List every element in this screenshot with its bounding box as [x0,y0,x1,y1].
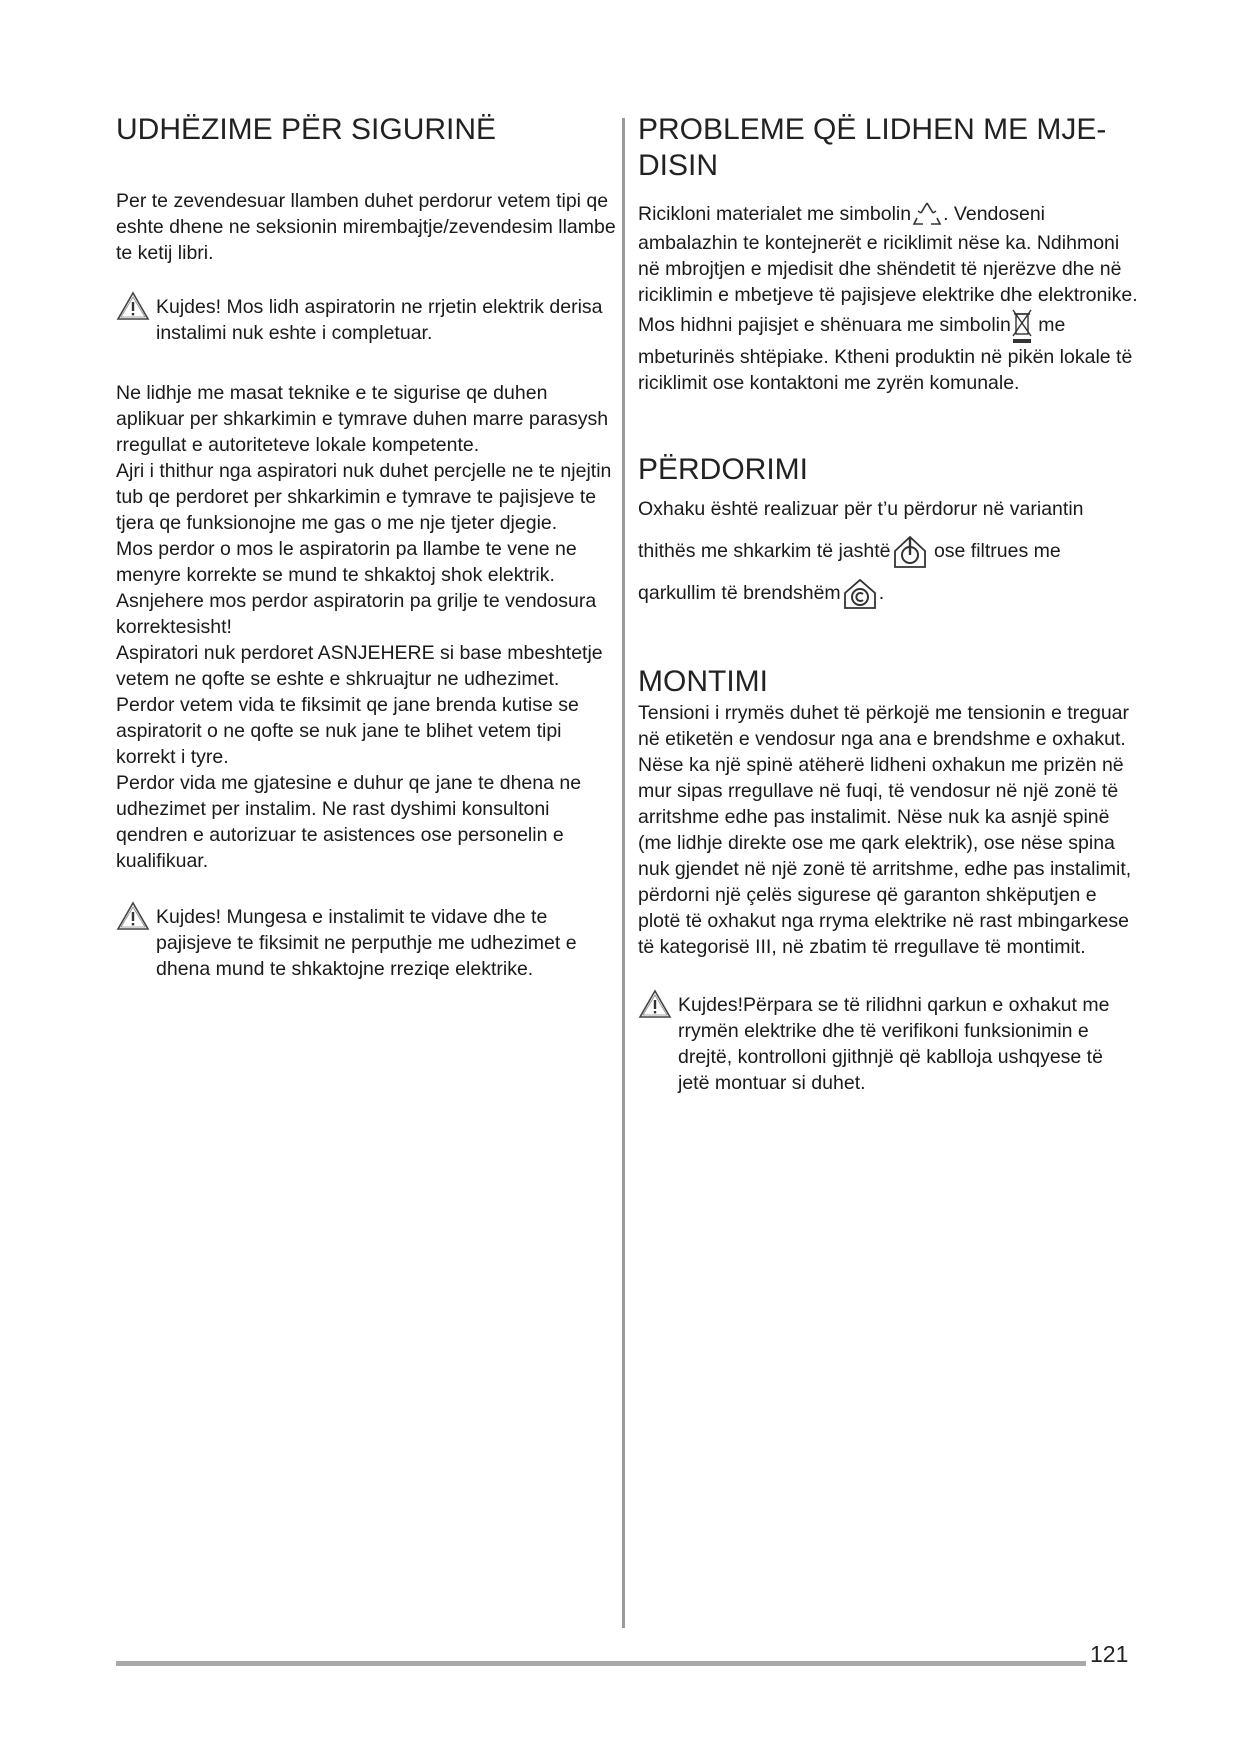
recycle-icon [911,200,943,230]
environment-title: PROBLEME QË LIDHEN ME MJE-DISIN [638,113,1107,182]
recirculation-mode-icon [841,577,879,611]
warning-triangle-icon [116,901,150,931]
warning-text: Kujdes!Përpara se të rilidhni qarkun e oxhakut me rrymën elektrike dhe të verifikoni funksionimin e drejtë, kontrolloni gjithnjë që kablloja ushqyese të jetë montuar si duhet. [678,994,1110,1094]
warning-note-power [638,992,1138,1096]
warning-triangle-icon [116,291,150,321]
grille-paragraph: Asnjehere mos perdor aspiratorin pa grilje te vendosura korrektesisht! [116,590,597,638]
page-number: 121 [1090,1641,1129,1667]
screws-paragraph: Perdor vetem vida te fiksimit qe jane brenda kutise se aspiratorit o ne qofte se nuk jane te blihet vetem tipi korrekt i tyre. [116,694,579,768]
warning-text: Kujdes! Mos lidh aspiratorin ne rrjetin elektrik derisa instalimi nuk eshte i completuar. [156,296,603,344]
warning-note-screws [116,904,616,982]
mounting-title: MONTIMI [638,665,768,698]
air-duct-paragraph: Ajri i thithur nga aspiratori nuk duhet percjelle ne te njejtin tub qe perdoret per shkarkimin e tymrave te pajisjeve te tjera qe funksionojne me gas o me nje tjeter djegie. [116,460,612,534]
column-divider [622,118,625,1628]
lamp-paragraph: Per te zevendesuar llamben duhet perdorur vetem tipi qe eshte dhene ne seksionin mirembajtje/zevendesim llambe te ketij libri. [116,190,616,264]
support-paragraph: Aspiratori nuk perdoret ASNJEHERE si base mbeshtetje vetem ne qofte se eshte e shkruajtur ne udhezimet. [116,642,603,690]
right-column [638,112,1138,1096]
environment-paragraph: Ricikloni materialet me simbolin . Vendoseni ambalazhin te kontejnerët e riciklimit nëse ka. Ndihmoni në mbrojtjen e mjedisit dhe shëndetit të njerëzve dhe në riciklimin e mbetjeve të pajisjeve elektrike dhe elektronike. Mos hidhni pajisjet e shënuara me simbolin me mbeturinës shtëpiake. Ktheni produktin në pikën lokale të riciklimit ose kontaktoni me zyrën komunale. [638,200,1138,396]
footer-rule [116,1661,1086,1666]
mounting-paragraph: Tensioni i rrymës duhet të përkojë me tensionin e treguar në etiketën e vendosur nga ana e brendshme e oxhakut. Nëse ka një spinë atëherë lidheni oxhakun me prizën në mur sipas rregullave në fuqi, të vendosur në një zonë të arritshme edhe pas instalimit. Nëse nuk ka asnjë spinë (me lidhje direkte ose me qark elektrik), ose nëse spina nuk gjendet në një zonë të arritshme, edhe pas instalimit, përdorni një çelës sigurese që garanton shkëputjen e plotë të oxhakut nga rryma elektrike në rast mbingarkese të kategorisë III, në zbatim të rregullave të montimit. [638,702,1132,958]
crossed-bin-icon [1011,308,1033,344]
screw-length-paragraph: Perdor vida me gjatesine e duhur qe jane te dhena ne udhezimet per instalim. Ne rast dyshimi konsultoni qendren e autorizuar te asistences ose personelin e kualifikuar. [116,772,582,872]
lamp-safety-paragraph: Mos perdor o mos le aspiratorin pa llambe te vene ne menyre korrekte se mund te shkaktoj shok elektrik. [116,538,577,586]
usage-title: PËRDORIMI [638,453,809,486]
regulations-paragraph: Ne lidhje me masat teknike e te sigurise qe duhen aplikuar per shkarkimin e tymrave duhen marre parasysh rregullat e autoriteteve lokale kompetente. [116,382,609,456]
safety-title: UDHËZIME PËR SIGURINË [116,113,497,146]
warning-note-connection [116,294,616,346]
left-column [116,112,616,982]
warning-text: Kujdes! Mungesa e instalimit te vidave dhe te pajisjeve te fiksimit ne perputhje me udhezimet e dhena mund te shkaktojne rreziqe elektrike. [156,906,577,980]
exhaust-mode-icon [891,533,929,571]
warning-triangle-icon [638,989,672,1019]
usage-paragraph: Oxhaku është realizuar për t’u përdorur në variantin thithës me shkarkim të jashtë ose filtrues me qarkullim të brendshëm . [638,488,1138,614]
